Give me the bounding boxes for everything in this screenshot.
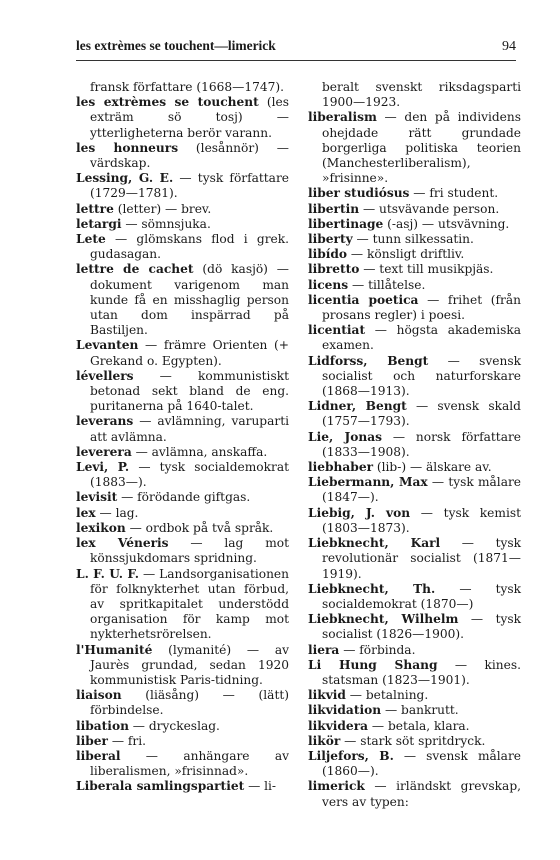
dictionary-entry — [308, 430, 521, 460]
dictionary-entry — [308, 643, 521, 658]
dictionary-entry — [76, 369, 289, 415]
entry-headword: liberalism — [308, 110, 377, 125]
entry-definition: — förbinda. — [339, 642, 416, 657]
entry-headword: lex Véneris — [76, 536, 169, 551]
entry-definition: — den på individens ohejdade rätt grundade borgerliga politiska teorien (Manchesterliberalism), »frisinne». — [322, 110, 521, 186]
entry-headword: Liberala samlingspartiet — [76, 779, 245, 794]
dictionary-entry — [76, 688, 289, 718]
dictionary-entry — [76, 95, 289, 141]
entry-headword: likvidera — [308, 718, 369, 733]
entry-headword: les honneurs — [76, 140, 179, 155]
dictionary-entry — [308, 202, 521, 217]
dictionary-entry — [308, 582, 521, 612]
dictionary-entry — [76, 262, 289, 338]
dictionary-entry — [308, 703, 521, 718]
entry-headword: libretto — [308, 262, 360, 277]
dictionary-entry — [76, 217, 289, 232]
entry-headword: Levi, P. — [76, 460, 130, 475]
entry-definition: — könsligt driftliv. — [347, 247, 465, 262]
entry-definition: — avlämning, varuparti att avlämna. — [90, 414, 289, 444]
entry-headword: Liebknecht, Karl — [308, 536, 441, 551]
dictionary-entry — [308, 262, 521, 277]
dictionary-entry — [76, 171, 289, 201]
entry-definition: beralt svenskt riksdagsparti 1900—1923. — [322, 80, 521, 110]
entry-headword: leverans — [76, 414, 134, 429]
dictionary-entry — [76, 734, 289, 749]
entry-definition: fransk författare (1668—1747). — [90, 80, 284, 94]
entry-definition: — tunn silkessatin. — [352, 232, 474, 247]
dictionary-entry — [308, 217, 521, 232]
dictionary-entry — [76, 460, 289, 490]
entry-headword: lexikon — [76, 520, 126, 535]
dictionary-entry — [308, 247, 521, 262]
entry-definition: (lymanité) — av Jaurès grundad, sedan 1920 kommunistisk Paris-tidning. — [90, 642, 289, 687]
dictionary-entry — [308, 612, 521, 642]
header-rule — [76, 60, 516, 61]
dictionary-entry — [308, 460, 521, 475]
entry-definition: — lag mot könssjukdomars spridning. — [90, 536, 289, 566]
entry-headword: leverera — [76, 444, 132, 459]
entry-definition: — förödande giftgas. — [117, 490, 251, 505]
dictionary-entry — [308, 658, 521, 688]
entry-definition: — text till musikpjäs. — [359, 262, 494, 277]
dictionary-entry — [308, 80, 521, 110]
entry-definition: — högsta akademiska examen. — [322, 323, 521, 353]
entry-definition: (dö kasjö) — dokument varigenom man kunde få en misshaglig person utan dom inspärrad på Bastiljen. — [90, 262, 289, 338]
entry-headword: liebhaber — [308, 460, 373, 475]
entry-headword: Liebermann, Max — [308, 475, 428, 490]
dictionary-entry — [308, 719, 521, 734]
dictionary-entry — [308, 399, 521, 429]
dictionary-entry — [308, 278, 521, 293]
entry-definition: (letter) — brev. — [113, 201, 212, 216]
dictionary-entry — [76, 536, 289, 566]
entry-definition: — tysk kemist (1803—1873). — [322, 505, 521, 535]
entry-headword: lettre de cachet — [76, 262, 194, 277]
entry-definition: — dryckeslag. — [128, 718, 220, 733]
dictionary-entry — [76, 338, 289, 368]
entry-definition: — tillåtelse. — [348, 277, 426, 292]
entry-headword: liera — [308, 642, 340, 657]
entry-definition: — utsvävande person. — [359, 201, 500, 216]
entry-headword: licens — [308, 277, 349, 292]
dictionary-entry — [76, 445, 289, 460]
dictionary-columns — [76, 80, 521, 810]
entry-headword: likör — [308, 733, 341, 748]
entry-headword: lettre — [76, 201, 114, 216]
right-column — [308, 80, 521, 810]
entry-headword: Liebknecht, Th. — [308, 581, 436, 596]
entry-definition: — tysk författare (1729—1781). — [90, 171, 289, 201]
entry-definition: — norsk författare (1833—1908). — [322, 429, 521, 459]
dictionary-entry — [308, 232, 521, 247]
entry-headword: Lidner, Bengt — [308, 399, 407, 414]
dictionary-entry — [76, 749, 289, 779]
entry-headword: likvid — [308, 688, 346, 703]
dictionary-entry — [76, 521, 289, 536]
entry-headword: Liebknecht, Wilhelm — [308, 612, 459, 627]
entry-headword: licentia poetica — [308, 292, 419, 307]
dictionary-entry — [308, 734, 521, 749]
entry-headword: libertinage — [308, 216, 384, 231]
entry-definition: (lesånnör) — värdskap. — [90, 140, 289, 171]
entry-definition: — Landsorganisationen för folknykterhet utan förbud, av spritkapitalet understödd organisation för kamp mot nykterhetsrörelsen. — [90, 566, 289, 642]
dictionary-entry — [308, 506, 521, 536]
entry-definition: — li- — [244, 779, 277, 794]
entry-definition: — kines. statsman (1823—1901). — [322, 657, 521, 687]
entry-definition: — ordbok på två språk. — [125, 520, 274, 535]
entry-definition: — fri. — [107, 733, 147, 748]
entry-definition: — irländskt grevskap, vers av typen: — [322, 779, 521, 809]
entry-definition: — lag. — [95, 505, 139, 520]
entry-definition: — betalning. — [345, 688, 429, 703]
entry-headword: Lidforss, Bengt — [308, 353, 429, 368]
entry-headword: liber — [76, 733, 108, 748]
dictionary-entry — [308, 110, 521, 186]
entry-headword: limerick — [308, 779, 365, 794]
entry-headword: liaison — [76, 688, 122, 703]
entry-definition: — kommunistiskt betonad sekt bland de eng. puritanerna på 1640-talet. — [90, 368, 289, 414]
entry-definition: — svensk skald (1757—1793). — [322, 399, 521, 429]
dictionary-entry — [308, 749, 521, 779]
dictionary-entry — [76, 719, 289, 734]
entry-headword: likvidation — [308, 703, 382, 718]
entry-definition: — avlämna, anskaffa. — [131, 444, 268, 459]
page-number: 94 — [502, 39, 516, 54]
entry-definition: (liäsång) — (lätt) förbindelse. — [90, 688, 289, 718]
entry-headword: l'Humanité — [76, 642, 153, 657]
dictionary-entry — [76, 232, 289, 262]
entry-definition: (les exträm sö tosj) — ytterligheterna berör varann. — [90, 95, 289, 140]
entry-headword: Li Hung Shang — [308, 657, 438, 672]
entry-headword: licentiat — [308, 323, 366, 338]
dictionary-entry — [308, 475, 521, 505]
entry-headword: liber studiósus — [308, 186, 410, 201]
entry-definition: — anhängare av liberalismen, »frisinnad». — [90, 748, 289, 779]
entry-headword: liberal — [76, 748, 121, 763]
entry-definition: — tysk socialdemokrat (1883—). — [90, 460, 289, 490]
entry-definition: (-asj) — utsvävning. — [383, 216, 510, 231]
entry-headword: les extrèmes se touchent — [76, 95, 259, 110]
entry-definition: — tysk målare (1847—). — [322, 475, 521, 505]
entry-definition: — främre Orienten (+ Grekand o. Egypten). — [90, 338, 289, 368]
dictionary-entry — [308, 688, 521, 703]
entry-headword: Liebig, J. von — [308, 505, 411, 520]
dictionary-entry — [76, 414, 289, 444]
dictionary-entry — [76, 506, 289, 521]
entry-headword: libído — [308, 247, 348, 262]
entry-definition: — tysk socialdemokrat (1870—) — [322, 581, 522, 611]
entry-headword: Lete — [76, 232, 106, 247]
dictionary-entry — [308, 323, 521, 353]
entry-definition: — fri student. — [409, 186, 499, 201]
dictionary-entry — [76, 202, 289, 217]
entry-headword: lévellers — [76, 368, 134, 383]
entry-definition: — svensk socialist och naturforskare (1868—1913). — [322, 353, 521, 399]
entry-definition: — svensk målare (1860—). — [322, 748, 521, 779]
entry-headword: Lessing, G. E. — [76, 171, 174, 186]
entry-definition: — bankrutt. — [381, 703, 459, 718]
dictionary-entry — [308, 779, 521, 809]
entry-headword: libation — [76, 718, 129, 733]
page-header — [76, 38, 516, 60]
entry-headword: levisit — [76, 490, 118, 505]
dictionary-entry — [76, 490, 289, 505]
entry-definition: — frihet (från prosans regler) i poesi. — [322, 292, 521, 323]
entry-headword: Levanten — [76, 338, 139, 353]
entry-headword: letargi — [76, 216, 122, 231]
entry-headword: liberty — [308, 232, 353, 247]
dictionary-entry — [76, 80, 289, 95]
entry-definition: — sömnsjuka. — [121, 216, 211, 231]
dictionary-entry — [308, 293, 521, 323]
running-head: les extrèmes se touchent—limerick — [76, 38, 276, 53]
entry-headword: Lie, Jonas — [308, 429, 382, 444]
dictionary-entry — [76, 141, 289, 171]
dictionary-entry — [308, 536, 521, 582]
entry-definition: (lib-) — älskare av. — [373, 460, 492, 475]
left-column — [76, 80, 289, 810]
entry-headword: libertin — [308, 201, 360, 216]
entry-definition: — betala, klara. — [368, 718, 470, 733]
dictionary-entry — [308, 354, 521, 400]
dictionary-entry — [76, 779, 289, 794]
entry-headword: L. F. U. F. — [76, 566, 139, 581]
dictionary-entry — [76, 567, 289, 643]
entry-headword: Liljefors, B. — [308, 748, 394, 763]
entry-definition: — tysk revolutionär socialist (1871—1919). — [322, 536, 521, 581]
dictionary-entry — [308, 186, 521, 201]
dictionary-entry — [76, 643, 289, 689]
entry-definition: — tysk socialist (1826—1900). — [322, 612, 521, 642]
entry-definition: — glömskans flod i grek. gudasagan. — [90, 232, 289, 262]
entry-definition: — stark söt spritdryck. — [340, 733, 486, 748]
entry-headword: lex — [76, 505, 96, 520]
